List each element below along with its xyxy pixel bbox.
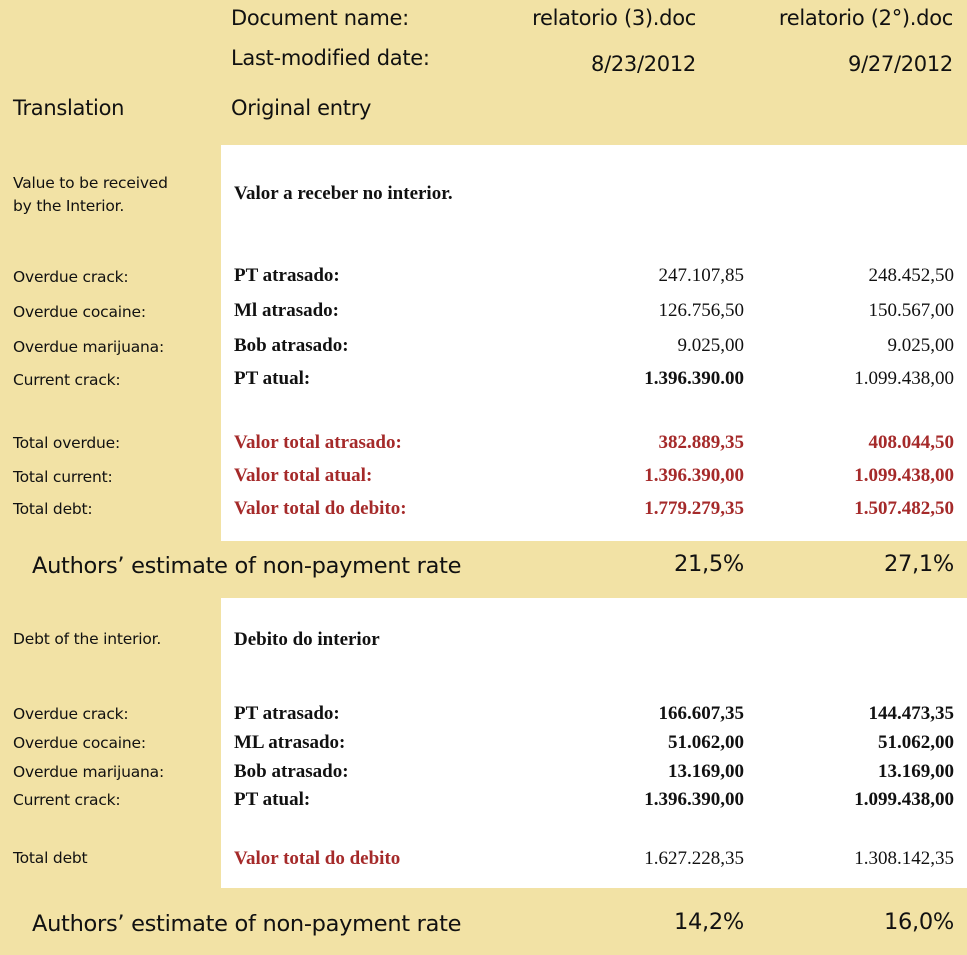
doc-name-2: relatorio (2°).doc [778,6,953,30]
section1-title-original: Valor a receber no interior. [234,183,453,204]
doc-name-1: relatorio (3).doc [532,6,696,30]
s2-total-original: Valor total do debito [234,848,401,869]
s1-estimate-value2: 27,1% [884,551,954,577]
s1-total1-original: Valor total atrasado: [234,432,402,453]
s1-row4-original: PT atual: [234,368,311,389]
s1-row4-translation: Current crack: [13,371,121,389]
s2-row4-value1: 1.396.390,00 [644,789,744,810]
s2-row4-translation: Current crack: [13,791,121,809]
s2-estimate-value1: 14,2% [674,909,744,935]
s2-row4-original: PT atual: [234,789,311,810]
s2-row4-value2: 1.099.438,00 [854,789,954,810]
s1-estimate-value1: 21,5% [674,551,744,577]
s1-row1-value2: 248.452,50 [868,265,954,286]
s1-row1-translation: Overdue crack: [13,268,129,286]
s1-total1-translation: Total overdue: [13,434,121,452]
section2-title-original: Debito do interior [234,629,380,650]
s1-row2-translation: Overdue cocaine: [13,303,146,321]
s2-total-value1: 1.627.228,35 [644,848,744,869]
s1-total3-value1: 1.779.279,35 [644,498,744,519]
s1-total1-value2: 408.044,50 [868,432,954,453]
date-1: 8/23/2012 [591,52,696,76]
s2-row3-translation: Overdue marijuana: [13,763,164,781]
s1-row3-value2: 9.025,00 [887,335,954,356]
s2-row1-value2: 144.473,35 [868,703,954,724]
col-original-heading: Original entry [231,96,372,120]
date-2: 9/27/2012 [848,52,953,76]
s2-estimate-value2: 16,0% [884,909,954,935]
s2-row1-translation: Overdue crack: [13,705,129,723]
s2-row2-original: ML atrasado: [234,732,346,753]
s1-total2-original: Valor total atual: [234,465,373,486]
s2-estimate-label: Authors’ estimate of non-payment rate [32,911,462,937]
s1-row1-value1: 247.107,85 [658,265,744,286]
date-label: Last-modified date: [231,46,430,70]
s1-row2-original: Ml atrasado: [234,300,340,321]
s2-row1-value1: 166.607,35 [658,703,744,724]
s1-row3-value1: 9.025,00 [677,335,744,356]
s2-row1-original: PT atrasado: [234,703,340,724]
s2-row2-translation: Overdue cocaine: [13,734,146,752]
s1-estimate-label: Authors’ estimate of non-payment rate [32,553,462,579]
s1-total3-value2: 1.507.482,50 [854,498,954,519]
s1-total2-value2: 1.099.438,00 [854,465,954,486]
s1-row3-translation: Overdue marijuana: [13,338,164,356]
section2-title-translation: Debt of the interior. [13,630,162,648]
s1-row1-original: PT atrasado: [234,265,340,286]
s1-row2-value2: 150.567,00 [868,300,954,321]
s1-total2-translation: Total current: [13,468,113,486]
s1-row3-original: Bob atrasado: [234,335,349,356]
s1-row4-value2: 1.099.438,00 [854,368,954,389]
s1-total3-translation: Total debt: [13,500,93,518]
s2-row3-value1: 13.169,00 [668,761,744,782]
s2-total-translation: Total debt [13,849,88,867]
s2-row2-value1: 51.062,00 [668,732,744,753]
section1-title-translation: Value to be received by the Interior. [13,174,168,215]
s2-row2-value2: 51.062,00 [878,732,954,753]
s1-total1-value1: 382.889,35 [658,432,744,453]
s1-row4-value1: 1.396.390.00 [644,368,744,389]
s2-row3-value2: 13.169,00 [878,761,954,782]
s1-total3-original: Valor total do debito: [234,498,407,519]
s2-row3-original: Bob atrasado: [234,761,349,782]
s2-total-value2: 1.308.142,35 [854,848,954,869]
col-translation-heading: Translation [13,96,125,120]
doc-name-label: Document name: [231,6,409,30]
s1-row2-value1: 126.756,50 [658,300,744,321]
s1-total2-value1: 1.396.390,00 [644,465,744,486]
